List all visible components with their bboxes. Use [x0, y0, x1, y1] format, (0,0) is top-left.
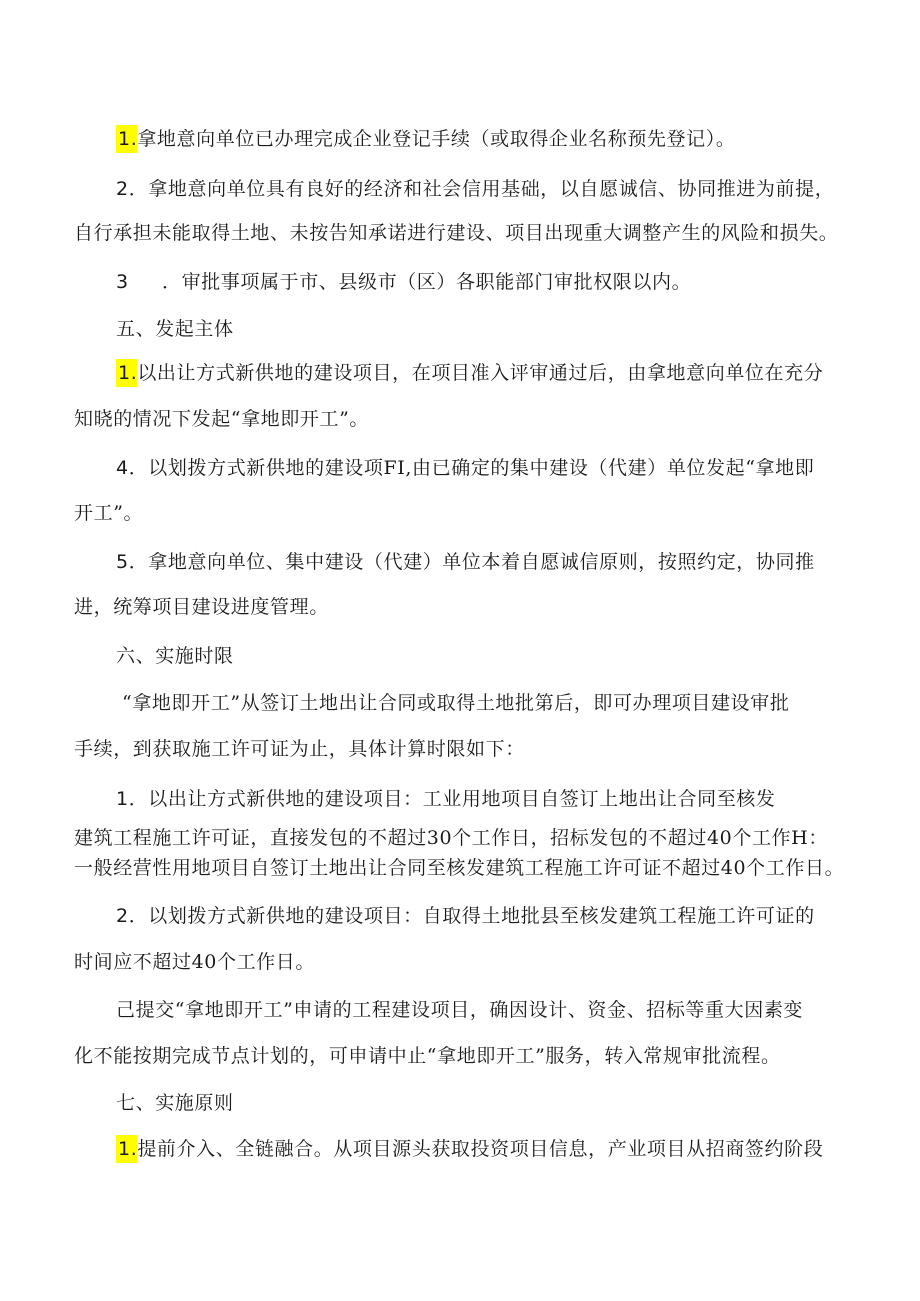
paragraph-line	[116, 548, 815, 576]
item-number: 2	[116, 905, 129, 927]
item-number: 5	[116, 551, 129, 573]
line-text: 建筑工程施工许可证，直接发包的不超过30个工作日，招标发包的不超过40个工作H：	[74, 827, 828, 849]
paragraph-line	[74, 593, 329, 621]
paragraph-line	[116, 125, 735, 153]
line-text: ．拿地意向单位具有良好的经济和社会信用基础，以自愿诚信、协同推进为前提，	[128, 178, 835, 200]
line-text: ．以划拨方式新供地的建设项FI,由已确定的集中建设（代建）单位发起“拿地即	[128, 457, 815, 479]
line-text: 六、实施时限	[116, 645, 234, 667]
paragraph-line	[74, 219, 838, 247]
line-text: 自行承担未能取得土地、未按告知承诺进行建设、项目出现重大调整产生的风险和损失。	[74, 222, 839, 244]
line-text: 己提交“拿地即开工”申请的工程建设项目，确因设计、资金、招标等重大因素变	[116, 999, 804, 1021]
line-text: 知晓的情况下发起“拿地即开工”。	[74, 408, 370, 430]
paragraph-line	[116, 996, 803, 1024]
line-text: ．审批事项属于市、县级市（区）各职能部门审批权限以内。	[162, 271, 692, 293]
line-text: ．拿地意向单位、集中建设（代建）单位本着自愿诚信原则，按照约定，协同推	[128, 551, 815, 573]
paragraph-line	[74, 735, 525, 763]
line-text: ．以出让方式新供地的建设项目：工业用地项目自签订上地出让合同至核发	[128, 788, 776, 810]
line-text: 手续，到获取施工许可证为止，具体计算时限如下：	[74, 738, 525, 760]
highlighted-number: 1.	[116, 359, 137, 387]
paragraph-line	[116, 268, 691, 296]
highlighted-number: 1.	[116, 125, 137, 153]
paragraph-line	[74, 405, 369, 433]
line-text: 拿地意向单位已办理完成企业登记手续（或取得企业名称预先登记）。	[137, 128, 736, 150]
line-text: 化不能按期完成节点计划的，可申请中止“拿地即开工”服务，转入常规审批流程。	[74, 1045, 781, 1067]
line-text: 进，统筹项目建设进度管理。	[74, 596, 329, 618]
paragraph-line	[116, 359, 823, 387]
paragraph-line	[74, 948, 315, 976]
paragraph-line	[116, 785, 776, 813]
paragraph-line	[116, 454, 814, 482]
item-number: 4	[116, 457, 129, 479]
section-heading	[116, 1089, 234, 1117]
section-heading	[116, 315, 234, 343]
line-text: “拿地即开工”从签订土地出让合同或取得土地批第后，即可办理项目建设审批	[122, 692, 790, 714]
paragraph-line	[116, 175, 834, 203]
paragraph-line	[122, 689, 789, 717]
paragraph-line	[74, 856, 844, 880]
line-text: 开工”。	[74, 502, 144, 524]
highlighted-number: 1.	[116, 1135, 137, 1163]
line-text: ．以划拨方式新供地的建设项目：自取得土地批县至核发建筑工程施工许可证的	[128, 905, 815, 927]
line-text: 以出让方式新供地的建设项目，在项目准入评审通过后，由拿地意向单位在充分	[137, 362, 824, 384]
item-number: 1	[116, 788, 129, 810]
line-text: 五、发起主体	[116, 318, 234, 340]
paragraph-line	[116, 1135, 823, 1163]
line-text: 一般经营性用地项目自签订土地出让合同至核发建筑工程施工许可证不超过40个工作日。	[74, 857, 845, 879]
line-text: 七、实施原则	[116, 1092, 234, 1114]
line-text: 提前介入、全链融合。从项目源头获取投资项目信息，产业项目从招商签约阶段	[137, 1138, 824, 1160]
line-text: 时间应不超过40个工作日。	[74, 951, 315, 973]
item-number: 3	[116, 271, 129, 293]
item-number: 2	[116, 178, 129, 200]
paragraph-line	[74, 826, 828, 850]
section-heading	[116, 642, 234, 670]
paragraph-line	[74, 1042, 781, 1070]
paragraph-line	[116, 902, 815, 930]
paragraph-line	[74, 499, 143, 527]
